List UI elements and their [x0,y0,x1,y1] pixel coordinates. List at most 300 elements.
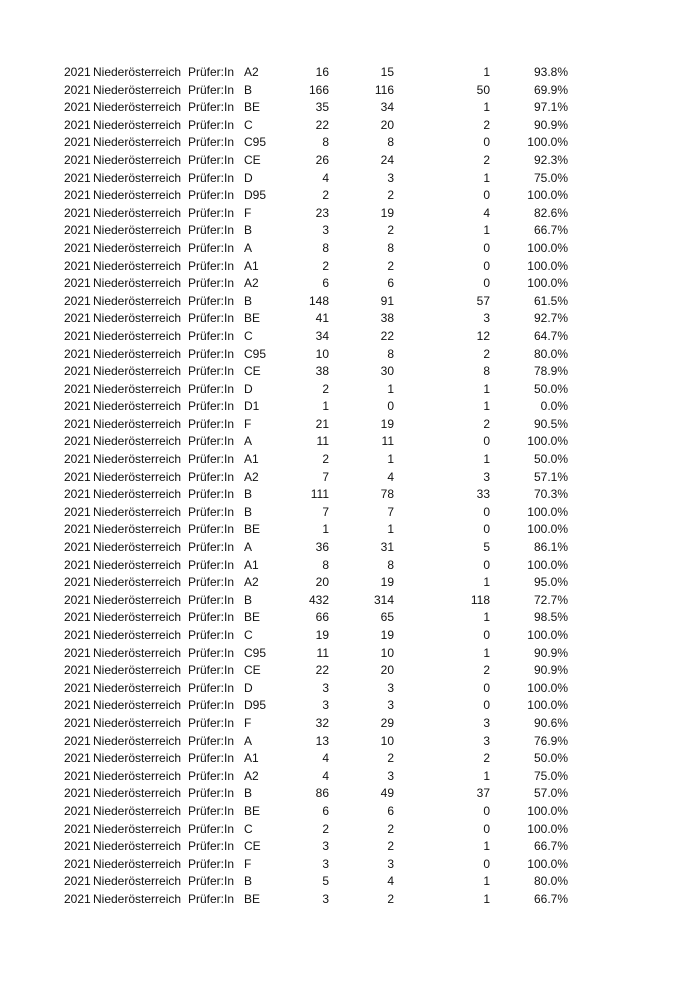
region-cell: Niederösterreich [93,874,182,889]
region-cell: Niederösterreich [93,223,182,238]
failed-count-cell: 0 [483,504,490,519]
year-cell: 2021 [64,469,91,484]
passed-count-cell: 116 [374,82,394,97]
license-class-cell: D1 [244,399,260,414]
year-cell: 2021 [64,592,91,607]
region-cell: Niederösterreich [93,821,182,836]
total-count-cell: 4 [322,170,329,185]
license-class-cell: CE [244,152,261,167]
failed-count-cell: 0 [483,628,490,642]
table-row [64,838,584,856]
failed-count-cell: 2 [483,346,490,361]
table-row [64,205,584,223]
license-class-cell: C95 [244,645,267,660]
total-count-cell: 1 [322,399,329,414]
passed-count-cell: 7 [387,504,394,519]
region-cell: Niederösterreich [93,891,182,906]
license-class-cell: BE [244,610,261,625]
pass-rate-cell: 97.1% [533,100,568,115]
year-cell: 2021 [64,786,91,801]
pass-rate-cell: 95.0% [533,575,568,590]
table-row [64,680,584,698]
pass-rate-cell: 100.0% [527,522,568,537]
year-cell: 2021 [64,170,91,185]
table-row [64,469,584,487]
pass-rate-cell: 92.7% [533,311,568,326]
total-count-cell: 8 [322,557,329,572]
failed-count-cell: 1 [483,381,490,396]
license-class-cell: D [244,381,253,396]
table-row [64,328,584,346]
region-cell: Niederösterreich [93,540,182,555]
total-count-cell: 3 [322,891,329,906]
pass-rate-cell: 86.1% [533,540,568,555]
failed-count-cell: 3 [483,469,490,484]
pass-rate-cell: 93.8% [533,65,568,79]
passed-count-cell: 8 [387,240,394,255]
total-count-cell: 8 [322,240,329,255]
region-cell: Niederösterreich [93,469,182,484]
region-cell: Niederösterreich [93,504,182,519]
year-cell: 2021 [64,416,91,431]
pass-rate-cell: 90.6% [533,715,568,730]
pass-rate-cell: 50.0% [533,452,568,467]
table-row [64,521,584,539]
total-count-cell: 10 [315,346,329,361]
year-cell: 2021 [64,487,91,502]
total-count-cell: 20 [315,575,329,590]
total-count-cell: 11 [316,434,329,449]
pass-rate-cell: 82.6% [533,205,568,220]
region-cell: Niederösterreich [93,346,182,361]
total-count-cell: 13 [315,733,329,748]
passed-count-cell: 3 [387,768,394,783]
role-cell: Prüfer:In [188,698,235,713]
year-cell: 2021 [64,733,91,748]
role-cell: Prüfer:In [188,240,235,255]
role-cell: Prüfer:In [188,434,235,449]
year-cell: 2021 [64,452,91,467]
region-cell: Niederösterreich [93,663,182,678]
region-cell: Niederösterreich [93,452,182,467]
failed-count-cell: 2 [483,751,490,766]
license-class-cell: A [244,733,253,748]
license-class-cell: A1 [244,452,259,467]
total-count-cell: 2 [322,821,329,836]
year-cell: 2021 [64,82,91,97]
year-cell: 2021 [64,381,91,396]
total-count-cell: 3 [322,839,329,854]
table-row [64,645,584,663]
role-cell: Prüfer:In [188,874,235,889]
failed-count-cell: 57 [476,293,490,308]
table-row [64,240,584,258]
passed-count-cell: 22 [380,328,394,343]
pass-rate-cell: 69.9% [533,82,568,97]
year-cell: 2021 [64,891,91,906]
total-count-cell: 3 [322,680,329,695]
table-row [64,134,584,152]
passed-count-cell: 19 [380,628,394,642]
passed-count-cell: 34 [380,100,394,115]
role-cell: Prüfer:In [188,188,235,203]
region-cell: Niederösterreich [93,751,182,766]
table-row [64,170,584,188]
total-count-cell: 66 [315,610,329,625]
pass-rate-cell: 66.7% [533,223,568,238]
region-cell: Niederösterreich [93,575,182,590]
passed-count-cell: 2 [387,891,394,906]
passed-count-cell: 49 [380,786,394,801]
failed-count-cell: 2 [483,152,490,167]
year-cell: 2021 [64,188,91,203]
table-row [64,99,584,117]
total-count-cell: 32 [315,715,329,730]
year-cell: 2021 [64,522,91,537]
total-count-cell: 26 [315,152,329,167]
passed-count-cell: 31 [380,540,394,555]
role-cell: Prüfer:In [188,645,235,660]
pass-rate-cell: 75.0% [533,768,568,783]
role-cell: Prüfer:In [188,522,235,537]
passed-count-cell: 20 [380,663,394,678]
total-count-cell: 35 [315,100,329,115]
table-row [64,733,584,751]
passed-count-cell: 4 [387,874,394,889]
passed-count-cell: 8 [387,346,394,361]
passed-count-cell: 30 [380,364,394,379]
year-cell: 2021 [64,540,91,555]
pass-rate-cell: 90.9% [533,117,568,132]
region-cell: Niederösterreich [93,381,182,396]
year-cell: 2021 [64,715,91,730]
table-row [64,117,584,135]
failed-count-cell: 1 [483,839,490,854]
region-cell: Niederösterreich [93,276,182,291]
table-row [64,258,584,276]
pass-rate-cell: 75.0% [533,170,568,185]
region-cell: Niederösterreich [93,258,182,273]
license-class-cell: D95 [244,188,267,203]
year-cell: 2021 [64,874,91,889]
passed-count-cell: 19 [380,575,394,590]
table-row [64,152,584,170]
table-row [64,609,584,627]
failed-count-cell: 1 [483,223,490,238]
table-row [64,662,584,680]
region-cell: Niederösterreich [93,522,182,537]
license-class-cell: CE [244,364,261,379]
table-row [64,381,584,399]
year-cell: 2021 [64,346,91,361]
role-cell: Prüfer:In [188,575,235,590]
region-cell: Niederösterreich [93,328,182,343]
passed-count-cell: 2 [387,223,394,238]
pass-rate-cell: 80.0% [533,874,568,889]
failed-count-cell: 0 [483,276,490,291]
total-count-cell: 16 [315,65,329,79]
total-count-cell: 4 [322,751,329,766]
region-cell: Niederösterreich [93,399,182,414]
role-cell: Prüfer:In [188,504,235,519]
failed-count-cell: 1 [483,645,490,660]
table-row [64,803,584,821]
total-count-cell: 7 [322,504,329,519]
license-class-cell: B [244,874,253,889]
failed-count-cell: 0 [483,821,490,836]
passed-count-cell: 10 [380,733,394,748]
pass-rate-cell: 100.0% [527,628,568,642]
table-row [64,82,584,100]
role-cell: Prüfer:In [188,487,235,502]
license-class-cell: B [244,223,253,238]
role-cell: Prüfer:In [188,152,235,167]
license-class-cell: F [244,416,252,431]
year-cell: 2021 [64,680,91,695]
passed-count-cell: 65 [380,610,394,625]
table-row [64,363,584,381]
failed-count-cell: 1 [483,874,490,889]
license-class-cell: CE [244,839,261,854]
role-cell: Prüfer:In [188,821,235,836]
pass-rate-cell: 50.0% [533,381,568,396]
pass-rate-cell: 100.0% [527,821,568,836]
role-cell: Prüfer:In [188,416,235,431]
table-row [64,557,584,575]
failed-count-cell: 1 [483,170,490,185]
passed-count-cell: 2 [387,751,394,766]
role-cell: Prüfer:In [188,65,235,79]
data-table [64,64,584,909]
license-class-cell: A1 [244,258,259,273]
passed-count-cell: 29 [380,715,394,730]
role-cell: Prüfer:In [188,751,235,766]
passed-count-cell: 24 [380,152,394,167]
role-cell: Prüfer:In [188,469,235,484]
role-cell: Prüfer:In [188,117,235,132]
role-cell: Prüfer:In [188,364,235,379]
table-row [64,187,584,205]
table-row [64,592,584,610]
total-count-cell: 3 [322,856,329,871]
role-cell: Prüfer:In [188,628,235,642]
role-cell: Prüfer:In [188,663,235,678]
pass-rate-cell: 100.0% [527,803,568,818]
total-count-cell: 4 [322,768,329,783]
year-cell: 2021 [64,663,91,678]
passed-count-cell: 1 [387,381,394,396]
license-class-cell: F [244,715,252,730]
table-row [64,627,584,645]
total-count-cell: 23 [315,205,329,220]
passed-count-cell: 2 [387,258,394,273]
table-row [64,486,584,504]
passed-count-cell: 15 [380,65,394,79]
failed-count-cell: 8 [483,364,490,379]
license-class-cell: A2 [244,65,259,79]
table-row [64,416,584,434]
pass-rate-cell: 66.7% [533,839,568,854]
failed-count-cell: 12 [476,328,490,343]
license-class-cell: B [244,786,253,801]
pass-rate-cell: 66.7% [533,891,568,906]
table-row [64,768,584,786]
role-cell: Prüfer:In [188,786,235,801]
region-cell: Niederösterreich [93,100,182,115]
region-cell: Niederösterreich [93,82,182,97]
passed-count-cell: 6 [387,276,394,291]
region-cell: Niederösterreich [93,135,182,150]
total-count-cell: 11 [316,645,329,660]
license-class-cell: F [244,205,252,220]
pass-rate-cell: 92.3% [533,152,568,167]
failed-count-cell: 1 [483,768,490,783]
year-cell: 2021 [64,100,91,115]
role-cell: Prüfer:In [188,170,235,185]
year-cell: 2021 [64,504,91,519]
failed-count-cell: 0 [483,188,490,203]
role-cell: Prüfer:In [188,100,235,115]
table-row [64,398,584,416]
license-class-cell: C [244,117,253,132]
pass-rate-cell: 100.0% [527,856,568,871]
failed-count-cell: 3 [483,715,490,730]
total-count-cell: 148 [308,293,329,308]
total-count-cell: 36 [315,540,329,555]
table-row [64,891,584,909]
year-cell: 2021 [64,152,91,167]
role-cell: Prüfer:In [188,715,235,730]
total-count-cell: 38 [315,364,329,379]
passed-count-cell: 0 [387,399,394,414]
failed-count-cell: 50 [476,82,490,97]
role-cell: Prüfer:In [188,839,235,854]
role-cell: Prüfer:In [188,610,235,625]
table-row [64,293,584,311]
role-cell: Prüfer:In [188,768,235,783]
failed-count-cell: 2 [483,416,490,431]
failed-count-cell: 0 [483,680,490,695]
failed-count-cell: 0 [483,522,490,537]
region-cell: Niederösterreich [93,610,182,625]
table-row [64,873,584,891]
license-class-cell: F [244,856,252,871]
table-row [64,539,584,557]
passed-count-cell: 78 [380,487,394,502]
pass-rate-cell: 100.0% [527,240,568,255]
total-count-cell: 41 [315,311,329,326]
region-cell: Niederösterreich [93,364,182,379]
passed-count-cell: 6 [387,803,394,818]
total-count-cell: 1 [322,522,329,537]
passed-count-cell: 8 [387,557,394,572]
year-cell: 2021 [64,856,91,871]
pass-rate-cell: 100.0% [527,557,568,572]
failed-count-cell: 1 [483,610,490,625]
role-cell: Prüfer:In [188,293,235,308]
license-class-cell: A2 [244,768,259,783]
table-row [64,785,584,803]
role-cell: Prüfer:In [188,205,235,220]
table-row [64,433,584,451]
region-cell: Niederösterreich [93,733,182,748]
year-cell: 2021 [64,698,91,713]
region-cell: Niederösterreich [93,592,182,607]
total-count-cell: 3 [322,698,329,713]
table-row [64,715,584,733]
license-class-cell: BE [244,311,261,326]
total-count-cell: 22 [315,663,329,678]
passed-count-cell: 2 [387,821,394,836]
region-cell: Niederösterreich [93,117,182,132]
license-class-cell: A [244,540,253,555]
license-class-cell: B [244,293,253,308]
table-row [64,275,584,293]
role-cell: Prüfer:In [188,680,235,695]
role-cell: Prüfer:In [188,891,235,906]
role-cell: Prüfer:In [188,223,235,238]
region-cell: Niederösterreich [93,205,182,220]
failed-count-cell: 1 [483,452,490,467]
role-cell: Prüfer:In [188,258,235,273]
total-count-cell: 22 [315,117,329,132]
year-cell: 2021 [64,364,91,379]
license-class-cell: D95 [244,698,267,713]
total-count-cell: 5 [322,874,329,889]
year-cell: 2021 [64,557,91,572]
license-class-cell: C95 [244,346,267,361]
failed-count-cell: 1 [483,575,490,590]
pass-rate-cell: 50.0% [533,751,568,766]
year-cell: 2021 [64,803,91,818]
pass-rate-cell: 80.0% [533,346,568,361]
pass-rate-cell: 76.9% [533,733,568,748]
failed-count-cell: 0 [483,434,490,449]
region-cell: Niederösterreich [93,768,182,783]
license-class-cell: A [244,434,253,449]
failed-count-cell: 4 [483,205,490,220]
year-cell: 2021 [64,135,91,150]
passed-count-cell: 3 [387,856,394,871]
license-class-cell: C [244,328,253,343]
pass-rate-cell: 90.5% [533,416,568,431]
year-cell: 2021 [64,434,91,449]
role-cell: Prüfer:In [188,399,235,414]
year-cell: 2021 [64,610,91,625]
region-cell: Niederösterreich [93,240,182,255]
pass-rate-cell: 61.5% [533,293,568,308]
license-class-cell: A2 [244,575,259,590]
region-cell: Niederösterreich [93,434,182,449]
region-cell: Niederösterreich [93,645,182,660]
region-cell: Niederösterreich [93,803,182,818]
failed-count-cell: 0 [483,135,490,150]
failed-count-cell: 37 [476,786,490,801]
role-cell: Prüfer:In [188,82,235,97]
failed-count-cell: 118 [470,592,490,607]
region-cell: Niederösterreich [93,65,182,79]
license-class-cell: CE [244,663,261,678]
pass-rate-cell: 0.0% [540,399,568,414]
failed-count-cell: 0 [483,698,490,713]
failed-count-cell: 1 [483,891,490,906]
role-cell: Prüfer:In [188,540,235,555]
passed-count-cell: 3 [387,680,394,695]
year-cell: 2021 [64,240,91,255]
pass-rate-cell: 90.9% [533,645,568,660]
pass-rate-cell: 57.1% [533,469,568,484]
role-cell: Prüfer:In [188,452,235,467]
